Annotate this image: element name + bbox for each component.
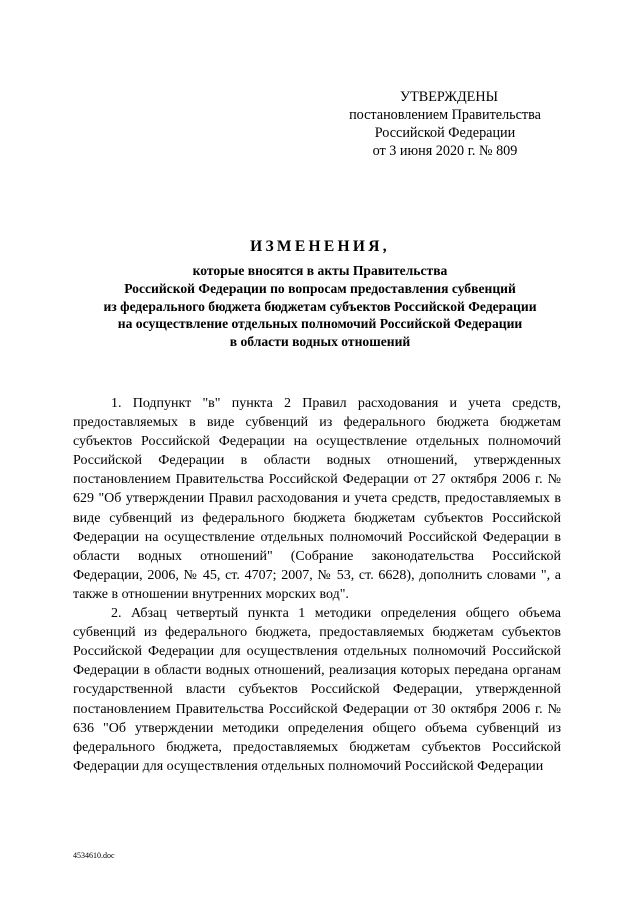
approval-line-3: Российской Федерации: [374, 125, 516, 141]
paragraph-2: 2. Абзац четвертый пункта 1 методики определения общего объема субвенций из федерального бюджета, предоставляемых бюджетам субъектов Российской Федерации для осуществления отдельных полномочий Российской Федерации в области водных отношений, реализация которых передана органам государственной власти субъектов Российской Федерации, утвержденной постановлением Правительства Российской Федерации от 30 октября 2006 г. № 636 "Об утверждении методики определения общего объема субвенций из федерального бюджета, предоставляемых бюджетам субъектов Российской Федерации для осуществления отдельных полномочий Российской Федерации: [73, 606, 561, 774]
paragraph-1: 1. Подпункт "в" пункта 2 Правил расходования и учета средств, предоставляемых в виде субвенций из федерального бюджета бюджетам субъектов Российской Федерации на осуществление отдельных полномочий Российской Федерации в области водных отношений, утвержденных постановлением Правительства Российской Федерации от 27 октября 2006 г. № 629 "Об утверждении Правил расходования и учета средств, предоставляемых в виде субвенций из федерального бюджета бюджетам субъектов Российской Федерации на осуществление отдельных полномочий Российской Федерации в области водных отношений" (Собрание законодательства Российской Федерации, 2006, № 45, ст. 4707; 2007, № 53, ст. 6628), дополнить словами ", а также в отношении внутренних морских вод".: [73, 396, 561, 602]
subtitle-line-4: на осуществление отдельных полномочий Российской Федерации: [117, 316, 523, 332]
file-reference: 4534610.doc: [73, 851, 115, 860]
approval-line-2: постановлением Правительства: [349, 107, 541, 123]
document-subtitle: [40, 262, 600, 351]
subtitle-line-1: которые вносятся в акты Правительства: [192, 263, 448, 278]
approval-stamp: [340, 88, 550, 160]
subtitle-line-3: из федерального бюджета бюджетам субъектов Российской Федерации: [103, 298, 537, 314]
document-body: [73, 394, 561, 776]
subtitle-line-5: в области водных отношений: [229, 334, 411, 350]
subtitle-line-2: Российской Федерации по вопросам предоставления субвенций: [124, 280, 516, 296]
approval-heading: УТВЕРЖДЕНЫ: [400, 89, 498, 105]
approval-date-number: от 3 июня 2020 г. № 809: [372, 143, 518, 159]
document-title: ИЗМЕНЕНИЯ,: [250, 238, 390, 255]
